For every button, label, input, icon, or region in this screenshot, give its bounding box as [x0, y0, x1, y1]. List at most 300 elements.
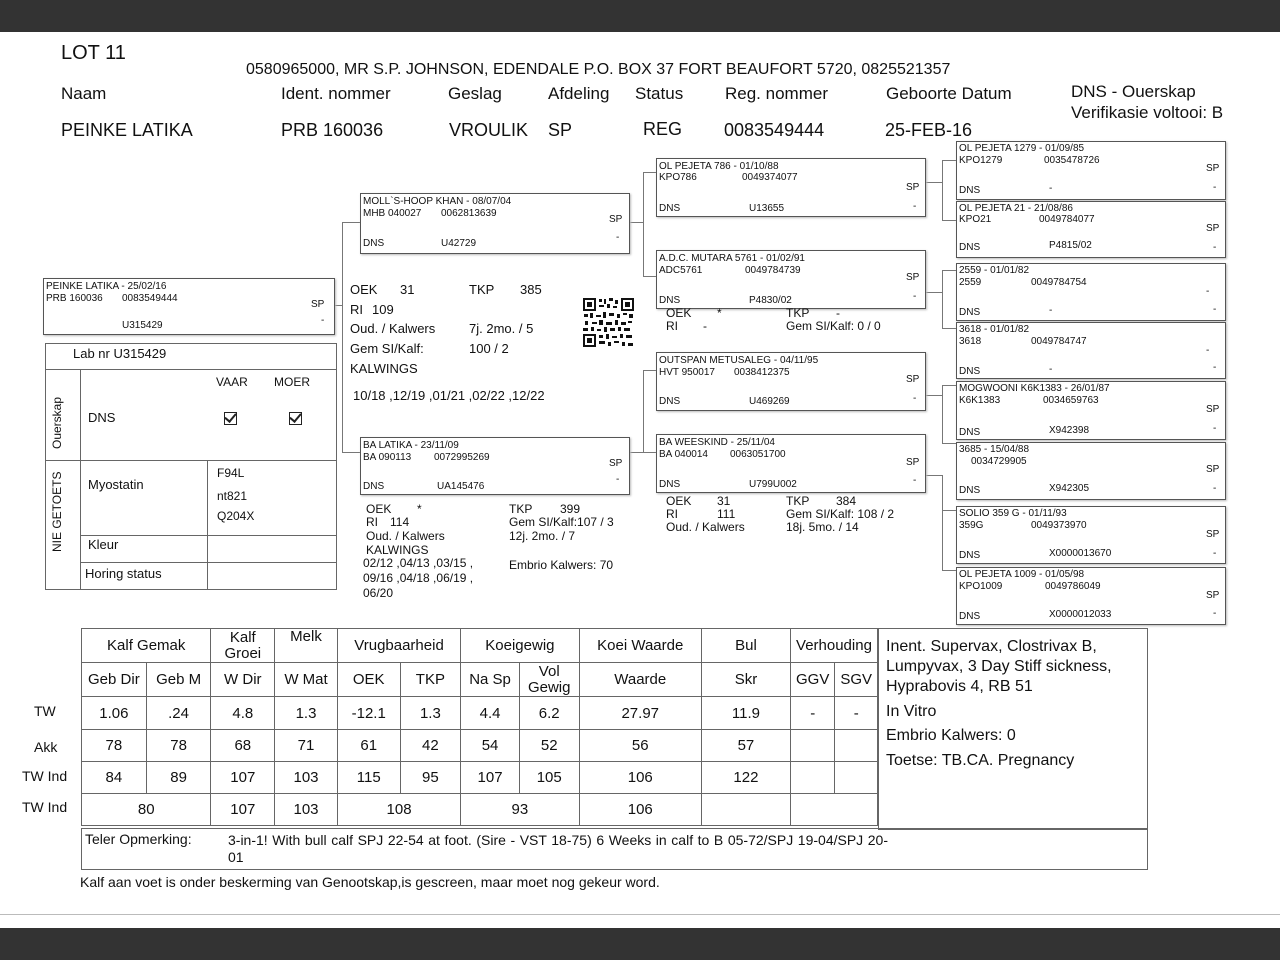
connector — [925, 475, 943, 476]
ggp-reg: 0049786049 — [1045, 581, 1101, 592]
ggp-dns: DNS — [959, 242, 981, 253]
sire-oek-label: OEK — [350, 282, 378, 297]
ggp-sp: SP — [1206, 590, 1220, 601]
ggp-title: MOGWOONI K6K1383 - 26/01/87 — [959, 383, 1110, 394]
connector — [942, 160, 943, 220]
tw-ind-cell: 95 — [400, 762, 461, 794]
tw-ind2-cell: 106 — [579, 794, 701, 826]
sire-tkp: 385 — [520, 282, 542, 297]
ggp-sp: SP — [1206, 464, 1220, 475]
sire-oek: 31 — [400, 282, 415, 297]
tw-ind2-cell — [701, 794, 790, 826]
akk-cell: 78 — [82, 730, 147, 762]
gp-id: ADC5761 — [659, 265, 703, 276]
tw-ind-cell: 84 — [82, 762, 147, 794]
connector — [942, 270, 956, 271]
gp-title: A.D.C. MUTARA 5761 - 01/02/91 — [659, 253, 805, 264]
divider — [46, 460, 336, 461]
sire-title: MOLL`S-HOOP KHAN - 08/07/04 — [363, 196, 512, 207]
ggp-code: - — [1049, 364, 1053, 375]
ggp-code: - — [1049, 183, 1053, 194]
akk-cell: 78 — [146, 730, 211, 762]
dam-ri-label: RI — [366, 515, 378, 529]
ggp-dns: DNS — [959, 307, 981, 318]
divider — [207, 460, 208, 589]
connector — [942, 385, 943, 443]
gp-sp: SP — [906, 182, 920, 193]
in-vitro: In Vitro — [886, 703, 937, 720]
header-section: Afdeling — [548, 84, 610, 103]
ggp-dns: DNS — [959, 485, 981, 496]
ggp-reg: 0049373970 — [1031, 520, 1087, 531]
gp-title: OL PEJETA 786 - 01/10/88 — [659, 161, 779, 172]
connector — [342, 452, 360, 453]
gp-reg: 0063051700 — [730, 449, 786, 460]
dam-oud: 12j. 2mo. / 7 — [509, 529, 576, 543]
dam-dates-3: 06/20 — [363, 586, 394, 600]
ggp-reg: 0049784077 — [1039, 214, 1095, 225]
gp-dd-oek-label: OEK — [666, 494, 692, 508]
ggp-title: 2559 - 01/01/82 — [959, 265, 1030, 276]
ouerskap-label: Ouerskap — [50, 396, 64, 449]
horing-label: Horing status — [85, 566, 162, 581]
tw-ind-cell: 106 — [579, 762, 701, 794]
connector — [942, 570, 956, 571]
breeder-remarks-text: 3-in-1! With bull calf SPJ 22-54 at foot. (Sire - VST 18-75) 6 Weeks in calf to B 05-72/SPJ 19-04/SPJ 20-01 — [228, 832, 888, 865]
tw-ind-cell: 89 — [146, 762, 211, 794]
gp-sd-tkp-label: TKP — [786, 306, 810, 320]
sire-ri-label: RI — [350, 302, 363, 317]
dam-oek: * — [417, 502, 422, 516]
gp-sd-gem: Gem SI/Kalf: 0 / 0 — [786, 319, 881, 333]
subject-ident: PRB 160036 — [46, 293, 103, 304]
tw-ind-cell: 107 — [211, 762, 275, 794]
dns-title: DNS - Ouerskap — [1071, 82, 1196, 101]
ggp-box — [956, 322, 1226, 379]
tw-ind-cell: 122 — [701, 762, 790, 794]
gp-reg: 0049374077 — [742, 172, 798, 183]
dam-gem: Gem SI/Kalf:107 / 3 — [509, 515, 614, 529]
myostatin-value: F94L — [217, 466, 245, 480]
column-header: W Dir — [211, 663, 275, 697]
gp-dash: - — [913, 393, 917, 404]
gp-dd-oek: 31 — [717, 494, 731, 508]
tw-ind2-cell: 80 — [82, 794, 211, 826]
gp-code: U469269 — [749, 396, 790, 407]
tw-cell: - — [790, 697, 835, 730]
ebv-table — [81, 628, 878, 826]
tw-cell: 4.8 — [211, 697, 275, 730]
sire-gem: 100 / 2 — [469, 341, 509, 356]
column-header: Geb Dir — [82, 663, 147, 697]
dam-oek-label: OEK — [366, 502, 392, 516]
gp-dash: - — [913, 475, 917, 486]
row-label-tw: TW — [34, 703, 56, 719]
kleur-label: Kleur — [88, 537, 119, 552]
gp-id: KPO786 — [659, 172, 697, 183]
gp-dash: - — [913, 291, 917, 302]
tw-cell: - — [835, 697, 878, 730]
connector — [942, 443, 956, 444]
tw-ind2-cell: 93 — [461, 794, 579, 826]
ggp-reg: 0035478726 — [1044, 155, 1100, 166]
ggp-dash: - — [1213, 483, 1217, 494]
gp-reg: 0038412375 — [734, 367, 790, 378]
ggp-id: 359G — [959, 520, 984, 531]
group-header: Melk — [275, 629, 338, 663]
connector — [629, 222, 644, 223]
ggp-id: KPO1009 — [959, 581, 1003, 592]
myostatin-value: Q204X — [217, 509, 255, 523]
sire-id: MHB 040027 — [363, 208, 422, 219]
moer-check-icon — [289, 412, 302, 425]
column-header: OEK — [337, 663, 400, 697]
group-header: Verhouding — [790, 629, 877, 663]
sire-gem-label: Gem SI/Kalf: — [350, 341, 424, 356]
gp-sp: SP — [906, 374, 920, 385]
connector — [925, 182, 943, 183]
ggp-title: 3685 - 15/04/88 — [959, 444, 1030, 455]
group-header: Kalf Gemak — [82, 629, 211, 663]
gp-dns: DNS — [659, 396, 681, 407]
tw-ind-cell: 115 — [337, 762, 400, 794]
notes-panel — [878, 628, 1148, 830]
row-label-akk: Akk — [34, 739, 58, 755]
connector — [643, 370, 644, 452]
animal-ident: PRB 160036 — [281, 120, 384, 140]
ggp-sp: SP — [1206, 404, 1220, 415]
sire-reg: 0062813639 — [441, 208, 497, 219]
subject-dash: - — [321, 315, 325, 326]
animal-sex: VROULIK — [449, 120, 529, 140]
gp-sd-oek: * — [717, 306, 722, 320]
gp-dash: - — [913, 201, 917, 212]
ggp-dns: DNS — [959, 550, 981, 561]
ggp-id: KPO21 — [959, 214, 992, 225]
header-reg: Reg. nommer — [725, 84, 828, 103]
gp-dd-tkp: 384 — [836, 494, 857, 508]
gp-sd-ri-label: RI — [666, 319, 678, 333]
gp-dns: DNS — [659, 203, 681, 214]
dam-tkp-label: TKP — [509, 502, 533, 516]
top-bar — [0, 0, 1280, 32]
dam-dates-1: 02/12 ,04/13 ,03/15 , — [363, 556, 474, 570]
tests: Toetse: TB.CA. Pregnancy — [886, 752, 1075, 769]
group-header: Kalf Groei — [211, 629, 275, 663]
tw-cell: 1.3 — [275, 697, 338, 730]
animal-section: SP — [548, 120, 573, 140]
gp-dns: DNS — [659, 295, 681, 306]
gp-title: BA WEESKIND - 25/11/04 — [659, 437, 775, 448]
divider — [80, 369, 81, 589]
ggp-dns: DNS — [959, 427, 981, 438]
divider — [80, 535, 336, 536]
ggp-box — [956, 263, 1226, 321]
dam-box — [360, 437, 630, 495]
connector — [925, 395, 943, 396]
tw-cell: 1.3 — [400, 697, 461, 730]
tw-ind2-cell: 107 — [211, 794, 275, 826]
connector — [643, 452, 657, 453]
dam-dates-2: 09/16 ,04/18 ,06/19 , — [363, 571, 474, 585]
group-header: Koeigewig — [461, 629, 579, 663]
sire-box — [360, 193, 630, 254]
animal-reg: 0083549444 — [724, 120, 825, 140]
ggp-code: X0000013670 — [1049, 548, 1112, 559]
dns-verification: Verifikasie voltooi: B — [1071, 103, 1224, 122]
ggp-id: K6K1383 — [959, 395, 1001, 406]
lab-panel — [45, 343, 337, 590]
myostatin-label: Myostatin — [88, 477, 144, 492]
gp-sd-oek-label: OEK — [666, 306, 692, 320]
sire-dns: DNS — [363, 238, 385, 249]
row-label-tw-ind: TW Ind — [22, 768, 68, 784]
column-header: Skr — [701, 663, 790, 697]
ggp-box — [956, 442, 1226, 500]
sire-oud-label: Oud. / Kalwers — [350, 321, 436, 336]
gp-sire-dam-box — [656, 250, 926, 309]
connector — [342, 222, 360, 223]
ggp-dash: - — [1213, 182, 1217, 193]
connector — [643, 172, 657, 173]
akk-cell: 61 — [337, 730, 400, 762]
lot-number: LOT 11 — [61, 42, 126, 64]
footer-note: Kalf aan voet is onder beskerming van Genootskap,is gescreen, maar moet nog gekeur word. — [80, 874, 660, 890]
ggp-dash-upper: - — [1206, 286, 1210, 297]
ggp-id: KPO1279 — [959, 155, 1003, 166]
akk-cell: 52 — [519, 730, 579, 762]
gp-dd-oud: 18j. 5mo. / 14 — [786, 520, 859, 534]
gp-code: P4830/02 — [749, 295, 792, 306]
group-header: Bul — [701, 629, 790, 663]
tw-ind-cell — [835, 762, 878, 794]
ggp-box — [956, 567, 1226, 625]
animal-status: REG — [643, 119, 683, 139]
connector — [942, 328, 956, 329]
ggp-dash: - — [1213, 304, 1217, 315]
connector — [942, 220, 956, 221]
tw-ind2-cell: 103 — [275, 794, 338, 826]
akk-cell: 54 — [461, 730, 520, 762]
connector — [942, 160, 956, 161]
subject-title: PEINKE LATIKA - 25/02/16 — [46, 281, 167, 292]
ggp-dns: DNS — [959, 185, 981, 196]
gp-dam-sire-box — [656, 352, 926, 411]
akk-cell: 71 — [275, 730, 338, 762]
ggp-box — [956, 506, 1226, 564]
dam-reg: 0072995269 — [434, 452, 490, 463]
akk-cell: 57 — [701, 730, 790, 762]
tw-cell: -12.1 — [337, 697, 400, 730]
ggp-dash: - — [1213, 608, 1217, 619]
qr-code-icon — [582, 297, 635, 348]
subject-sp: SP — [311, 299, 325, 310]
column-header: Na Sp — [461, 663, 520, 697]
ggp-dash: - — [1213, 362, 1217, 373]
subject-box — [43, 278, 335, 335]
gp-sp: SP — [906, 272, 920, 283]
gp-reg: 0049784739 — [745, 265, 801, 276]
sire-ri: 109 — [372, 302, 394, 317]
tw-cell: 4.4 — [461, 697, 520, 730]
akk-cell: 42 — [400, 730, 461, 762]
gp-dd-tkp-label: TKP — [786, 494, 810, 508]
dam-kalwings: KALWINGS — [366, 543, 429, 557]
dns-label: DNS — [88, 410, 116, 425]
gp-id: HVT 950017 — [659, 367, 715, 378]
ggp-dash-upper: - — [1206, 345, 1210, 356]
ggp-sp: SP — [1206, 223, 1220, 234]
column-header: GGV — [790, 663, 835, 697]
row-label-tw-ind-2: TW Ind — [22, 799, 68, 815]
sire-dash: - — [616, 232, 620, 243]
ggp-box — [956, 381, 1226, 440]
vaar-check-icon — [224, 412, 237, 425]
ggp-reg: 0049784754 — [1031, 277, 1087, 288]
akk-cell: 56 — [579, 730, 701, 762]
sire-sp: SP — [609, 214, 623, 225]
ggp-id: 3618 — [959, 336, 982, 347]
nie-getoets-label: NIE GETOETS — [50, 471, 64, 552]
connector — [942, 270, 943, 328]
ggp-code: X0000012033 — [1049, 609, 1112, 620]
header-name: Naam — [61, 84, 107, 103]
column-header: Geb M — [146, 663, 211, 697]
tw-cell: 27.97 — [579, 697, 701, 730]
header-ident: Ident. nommer — [281, 84, 391, 103]
header-sex: Geslag — [448, 84, 502, 103]
group-header: Koei Waarde — [579, 629, 701, 663]
connector — [629, 452, 644, 453]
ggp-title: SOLIO 359 G - 01/11/93 — [959, 508, 1067, 519]
ggp-reg: 0049784747 — [1031, 336, 1087, 347]
tw-ind-cell: 105 — [519, 762, 579, 794]
dam-dash: - — [616, 474, 620, 485]
bottom-bar — [0, 928, 1280, 960]
gp-sd-tkp: - — [836, 306, 840, 320]
header-status: Status — [635, 84, 684, 103]
connector — [942, 475, 943, 570]
tw-ind-cell: 107 — [461, 762, 520, 794]
column-header: Vol Gewig — [519, 663, 579, 697]
owner-line: 0580965000, MR S.P. JOHNSON, EDENDALE P.O. BOX 37 FORT BEAUFORT 5720, 0825521357 — [246, 61, 951, 78]
tw-ind2-cell — [790, 794, 877, 826]
sire-kalwings: KALWINGS — [350, 361, 418, 376]
ggp-dash: - — [1213, 242, 1217, 253]
gp-dd-ri-label: RI — [666, 507, 678, 521]
akk-cell — [835, 730, 878, 762]
column-header: SGV — [835, 663, 878, 697]
page-edge — [0, 914, 1280, 915]
ggp-sp: SP — [1206, 529, 1220, 540]
group-header: Vrugbaarheid — [337, 629, 460, 663]
akk-cell: 68 — [211, 730, 275, 762]
ggp-id: 2559 — [959, 277, 982, 288]
subject-reg: 0083549444 — [122, 293, 178, 304]
gp-dns: DNS — [659, 479, 681, 490]
gp-sire-sire-box — [656, 158, 926, 217]
sire-calving-dates: 10/18 ,12/19 ,01/21 ,02/22 ,12/22 — [353, 388, 545, 403]
sire-oud: 7j. 2mo. / 5 — [469, 321, 534, 336]
dam-oud-label: Oud. / Kalwers — [366, 529, 445, 543]
gp-code: U799U002 — [749, 479, 797, 490]
divider — [46, 369, 336, 370]
connector — [643, 172, 644, 276]
dam-tkp: 399 — [560, 502, 581, 516]
gp-code: U13655 — [749, 203, 785, 214]
notes-embrio: Embrio Kalwers: 0 — [886, 727, 1016, 744]
ggp-dns: DNS — [959, 611, 981, 622]
dam-dns: DNS — [363, 481, 385, 492]
ggp-title: OL PEJETA 1009 - 01/05/98 — [959, 569, 1085, 580]
breeder-remarks-box — [81, 828, 1148, 870]
gp-dd-gem: Gem SI/Kalf: 108 / 2 — [786, 507, 895, 521]
gp-dd-ri: 111 — [717, 507, 736, 521]
tw-ind2-cell: 108 — [337, 794, 460, 826]
ggp-sp: SP — [1206, 163, 1220, 174]
dam-title: BA LATIKA - 23/11/09 — [363, 440, 459, 451]
header-dob: Geboorte Datum — [886, 84, 1012, 103]
moer-label: MOER — [274, 375, 310, 389]
ggp-dash: - — [1213, 548, 1217, 559]
lab-number: Lab nr U315429 — [73, 346, 167, 361]
tw-cell: 6.2 — [519, 697, 579, 730]
column-header: W Mat — [275, 663, 338, 697]
ggp-box — [956, 201, 1226, 258]
vaar-label: VAAR — [216, 375, 248, 389]
connector — [342, 222, 343, 452]
ggp-code: P4815/02 — [1049, 240, 1092, 251]
connector — [925, 292, 943, 293]
ggp-dns: DNS — [959, 366, 981, 377]
column-header: Waarde — [579, 663, 701, 697]
dam-id: BA 090113 — [363, 452, 412, 463]
ggp-title: 3618 - 01/01/82 — [959, 324, 1030, 335]
connector — [334, 305, 343, 306]
ggp-dash: - — [1213, 423, 1217, 434]
sire-code: U42729 — [441, 238, 477, 249]
gp-dd-oud-label: Oud. / Kalwers — [666, 520, 745, 534]
tw-cell: 11.9 — [701, 697, 790, 730]
connector — [643, 370, 657, 371]
column-header: TKP — [400, 663, 461, 697]
gp-id: BA 040014 — [659, 449, 708, 460]
ggp-code: - — [1049, 305, 1053, 316]
tw-ind-cell: 103 — [275, 762, 338, 794]
ggp-code: X942305 — [1049, 483, 1090, 494]
divider — [80, 562, 336, 563]
ggp-reg: 0034729905 — [971, 456, 1027, 467]
ggp-box — [956, 141, 1226, 200]
ggp-title: OL PEJETA 1279 - 01/09/85 — [959, 143, 1085, 154]
myostatin-value: nt821 — [217, 489, 248, 503]
connector — [942, 510, 956, 511]
animal-dob: 25-FEB-16 — [885, 120, 973, 140]
gp-title: OUTSPAN METUSALEG - 04/11/95 — [659, 355, 819, 366]
connector — [942, 385, 956, 386]
tw-ind-cell — [790, 762, 835, 794]
subject-code: U315429 — [122, 320, 163, 331]
ggp-title: OL PEJETA 21 - 21/08/86 — [959, 203, 1073, 214]
dam-embrio: Embrio Kalwers: 70 — [509, 558, 614, 572]
gp-sd-ri: - — [703, 319, 707, 333]
akk-cell — [790, 730, 835, 762]
vaccinations: Inent. Supervax, Clostrivax B, Lumpyvax, 3 Day Stiff sickness, Hyprabovis 4, RB 51 — [886, 638, 1112, 695]
tw-cell: .24 — [146, 697, 211, 730]
dam-code: UA145476 — [437, 481, 485, 492]
gp-sp: SP — [906, 457, 920, 468]
breeder-remarks-label: Teler Opmerking: — [85, 831, 192, 847]
